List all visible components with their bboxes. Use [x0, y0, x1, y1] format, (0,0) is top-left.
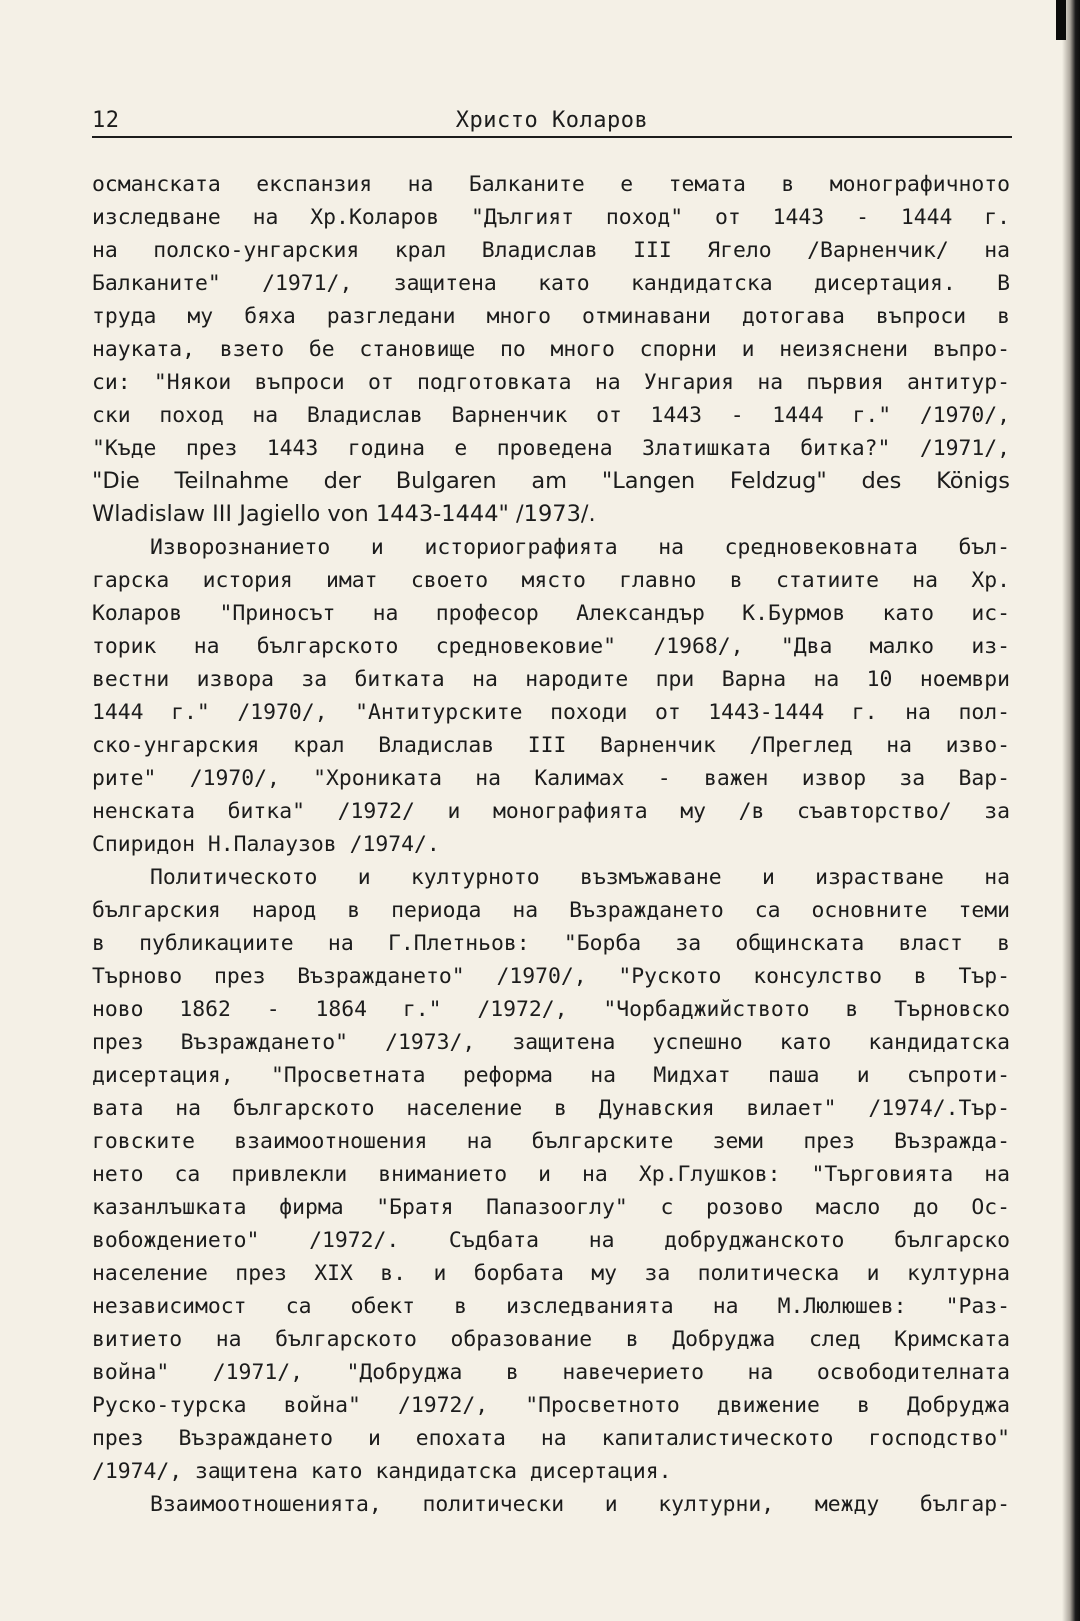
text-line: ново 1862 - 1864 г." /1972/, "Чорбаджийството в Търновско — [92, 997, 1010, 1022]
running-head: Христо Коларов — [455, 108, 649, 133]
text-line: изследване на Хр.Коларов "Дългият поход" от 1443 - 1444 г. — [92, 205, 1010, 230]
text-line: война" /1971/, "Добруджа в навечерието на освободителната — [92, 1360, 1010, 1385]
text-line: нето са привлекли вниманието и на Хр.Глушков: "Търговията на — [92, 1162, 1010, 1187]
text-line: в публикациите на Г.Плетньов: "Борба за общинската власт в — [92, 931, 1010, 956]
text-line: през Възраждането и епохата на капиталистическото господство" — [92, 1426, 1010, 1451]
text-line: рите" /1970/, "Хрониката на Калимах - важен извор за Вар- — [92, 766, 1010, 791]
text-line: вата на българското население в Дунавския вилает" /1974/.Тър- — [92, 1096, 1010, 1121]
text-line: "Къде през 1443 година е проведена Златишката битка?" /1971/, — [92, 436, 1010, 461]
text-line: независимост са обект в изследванията на М.Люлюшев: "Раз- — [92, 1294, 1010, 1319]
text-line: "Die Teilnahme der Bulgaren am "Langen Feldzug" des Königs — [92, 468, 1010, 494]
text-line: Взаимоотношенията, политически и културни, между българ- — [150, 1492, 1010, 1517]
text-line: си: "Някои въпроси от подготовката на Унгария на първия антитур- — [92, 370, 1010, 395]
text-line: Политическото и културното възмъжаване и израстване на — [150, 865, 1010, 890]
text-line: 1444 г." /1970/, "Антитурските походи от 1443-1444 г. на пол- — [92, 700, 1010, 725]
text-line: Балканите" /1971/, защитена като кандидатска дисертация. В — [92, 271, 1010, 296]
text-line: вобождението" /1972/. Съдбата на добруджанското българско — [92, 1228, 1010, 1253]
text-line: Търново през Възраждането" /1970/, "Руското консулство в Тър- — [92, 964, 1010, 989]
text-line: ски поход на Владислав Варненчик от 1443 - 1444 г." /1970/, — [92, 403, 1010, 428]
text-line: българския народ в периода на Възраждането са основните теми — [92, 898, 1010, 923]
text-line: население през XIX в. и борбата му за политическа и културна — [92, 1261, 1010, 1286]
page-number: 12 — [92, 108, 120, 133]
body-text — [92, 168, 1010, 1521]
text-line: науката, взето бе становище по много спорни и неизяснени въпро- — [92, 337, 1010, 362]
text-line: ненската битка" /1972/ и монографията му /в съавторство/ за — [92, 799, 1010, 824]
text-line: Коларов "Приносът на професор Александър К.Бурмов като ис- — [92, 601, 1010, 626]
text-line: ско-унгарския крал Владислав III Варненчик /Преглед на изво- — [92, 733, 1010, 758]
text-line: /1974/, защитена като кандидатска дисертация. — [92, 1459, 672, 1484]
text-line: вестни извора за битката на народите при Варна на 10 ноември — [92, 667, 1010, 692]
text-line: торик на българското средновековие" /1968/, "Два малко из- — [92, 634, 1010, 659]
text-line: труда му бяха разгледани много отминавани дотогава въпроси в — [92, 304, 1010, 329]
text-line: Изворознанието и историографията на средновековната бъл- — [150, 535, 1010, 560]
page-header — [92, 104, 1012, 138]
text-line: османската експанзия на Балканите е темата в монографичното — [92, 172, 1010, 197]
text-line: Руско-турска война" /1972/, "Просветното движение в Добруджа — [92, 1393, 1010, 1418]
text-line: дисертация, "Просветната реформа на Мидхат паша и съпроти- — [92, 1063, 1010, 1088]
text-line: гарска история имат своето място главно в статиите на Хр. — [92, 568, 1010, 593]
text-line: Wladislaw III Jagiello von 1443-1444" /1973/. — [92, 501, 596, 527]
text-line: витието на българското образование в Добруджа след Кримската — [92, 1327, 1010, 1352]
text-line: говските взаимоотношения на българските земи през Възражда- — [92, 1129, 1010, 1154]
page-edge-shadow — [1062, 0, 1080, 1621]
text-line: Спиридон Н.Палаузов /1974/. — [92, 832, 440, 857]
text-line: на полско-унгарския крал Владислав III Ягело /Варненчик/ на — [92, 238, 1010, 263]
text-line: казанлъшката фирма "Братя Папазооглу" с розово масло до Ос- — [92, 1195, 1010, 1220]
page-edge-mark — [1056, 0, 1066, 40]
text-line: през Възраждането" /1973/, защитена успешно като кандидатска — [92, 1030, 1010, 1055]
